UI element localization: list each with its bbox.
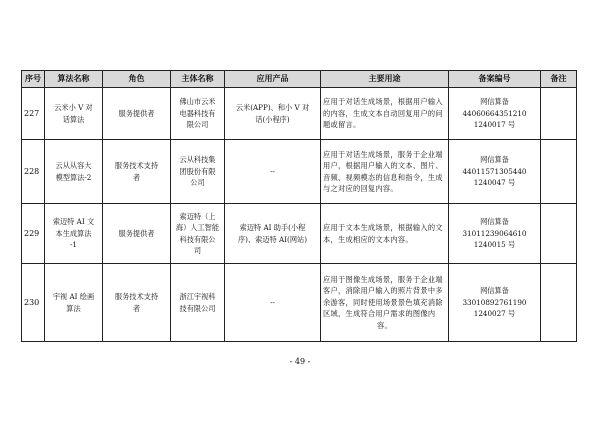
row-purpose [321, 204, 449, 264]
text-line: 44011571305440 [462, 166, 527, 176]
text-line: 话算法 [62, 114, 85, 124]
text-line: 本生成算法 [55, 228, 92, 238]
row-serial: 228 [22, 140, 45, 204]
text-line: 1240047 号 [473, 178, 516, 188]
text-line: 公司 [190, 178, 205, 188]
text-line: 1240017 号 [473, 120, 516, 130]
row-purpose [321, 140, 449, 204]
text-line: 索迈特（上 [179, 211, 216, 221]
row-serial: 230 [22, 264, 45, 342]
text-line: 服务技术支持 [114, 161, 159, 170]
row-product [225, 88, 321, 140]
text-line: 应用于对话生成场景，服务于企业端 [323, 149, 443, 159]
text-line: 1240027 号 [473, 309, 516, 319]
text-line: 与之对应的回复内容。 [323, 184, 398, 193]
row-algorithm-name [45, 88, 103, 140]
text-line: 区域，生成符合用户需求的图像内 [323, 309, 436, 319]
text-line: 者 [132, 172, 141, 182]
text-line: -1 [69, 240, 77, 250]
table-row [22, 204, 577, 264]
row-filing-number [449, 88, 541, 140]
text-line: 服务技术支持 [114, 292, 159, 301]
text-line: 用户，根据用户输入的文本、图片、 [323, 161, 443, 170]
text-line: 应用于对话生成场景，根据用户输入 [323, 97, 443, 107]
text-line: 网信算备 [480, 217, 509, 227]
row-filing-number [449, 264, 541, 342]
header-role: 角色 [103, 71, 171, 88]
row-remark [541, 88, 577, 140]
row-role [103, 264, 171, 342]
row-role [103, 88, 171, 140]
text-line: -- [270, 166, 275, 176]
text-line: 云从从容大 [55, 161, 92, 170]
text-line: 序)、索迈特 AI(网站) [237, 234, 308, 244]
table-header-row [22, 71, 577, 88]
text-line: 模型算法-2 [55, 172, 92, 182]
header-serial: 序号 [22, 71, 45, 88]
row-purpose [321, 88, 449, 140]
text-line: 团股份有限 [179, 166, 216, 176]
text-line: 44060664351210 [462, 108, 527, 118]
row-entity-name [171, 140, 225, 204]
text-line: 限公司 [186, 120, 209, 130]
row-remark [541, 204, 577, 264]
text-line: 服务提供者 [118, 228, 155, 238]
text-line: 客户，消除用户输入的照片背景中多 [323, 286, 443, 296]
text-line: 云米(APP)、和小 V 对 [235, 103, 310, 112]
text-line: 司 [193, 246, 202, 255]
row-algorithm-name [45, 204, 103, 264]
row-entity-name [171, 204, 225, 264]
text-line: 33010892761190 [462, 297, 527, 307]
row-purpose [321, 264, 449, 342]
text-line: 题或留言。 [323, 120, 361, 130]
text-line: 话(小程序) [255, 114, 290, 124]
text-line: 宇视 AI 绘画 [52, 292, 95, 301]
row-remark [541, 264, 577, 342]
text-line: 技有限公司 [179, 303, 216, 313]
row-filing-number [449, 140, 541, 204]
row-remark [541, 140, 577, 204]
page-number: - 49 - [289, 357, 311, 366]
row-product [225, 204, 321, 264]
text-line: 网信算备 [480, 286, 509, 296]
table-row [22, 140, 577, 204]
header-filing-number: 备案编号 [449, 71, 541, 88]
row-entity-name [171, 88, 225, 140]
row-role [103, 204, 171, 264]
text-line: 1240015 号 [473, 240, 516, 250]
text-line: 科技有限公 [179, 234, 216, 244]
text-line: 网信算备 [480, 155, 509, 165]
text-line: 应用于文本生成场景，根据输入的文 [323, 223, 443, 232]
text-line: 者 [132, 303, 141, 313]
text-line: 算法 [66, 303, 81, 313]
text-line: 网信算备 [480, 97, 509, 107]
row-role [103, 140, 171, 204]
text-line: 浙江宇视科 [179, 292, 216, 301]
table-row [22, 88, 577, 140]
row-product [225, 140, 321, 204]
text-line: 音频、视频模态的信息和指令，生成 [323, 172, 443, 182]
text-line: 海）人工智能 [175, 223, 220, 232]
text-line: 佛山市云米 [179, 97, 216, 107]
algorithm-filing-table [21, 70, 577, 342]
row-serial: 229 [22, 204, 45, 264]
text-line: 云从科技集 [179, 155, 216, 165]
header-purpose: 主要用途 [321, 71, 449, 88]
text-line: 服务提供者 [118, 108, 155, 118]
text-line: 的内容，生成文本自动回复用户的问 [323, 108, 443, 118]
text-line: 索迈特 AI 助手(小程 [239, 223, 306, 232]
text-line: 云米小 V 对 [54, 103, 93, 112]
row-product [225, 264, 321, 342]
header-entity-name: 主体名称 [171, 71, 225, 88]
text-line: 索迈特 AI 文 [52, 217, 95, 227]
header-algorithm-name: 算法名称 [45, 71, 103, 88]
text-line: 应用于图像生成场景，服务于企业端 [323, 274, 443, 284]
text-line: -- [270, 297, 275, 307]
row-filing-number [449, 204, 541, 264]
text-line: 容。 [377, 320, 392, 330]
text-line: 31011239064610 [462, 228, 527, 238]
header-product: 应用产品 [225, 71, 321, 88]
row-algorithm-name [45, 140, 103, 204]
table-row [22, 264, 577, 342]
row-entity-name [171, 264, 225, 342]
row-algorithm-name [45, 264, 103, 342]
text-line: 余游客，同时使用场景景色填充消除 [323, 297, 443, 307]
text-line: 本，生成相应的文本内容。 [323, 234, 413, 244]
row-serial: 227 [22, 88, 45, 140]
header-remark: 备注 [541, 71, 577, 88]
text-line: 电器科技有 [179, 108, 216, 118]
